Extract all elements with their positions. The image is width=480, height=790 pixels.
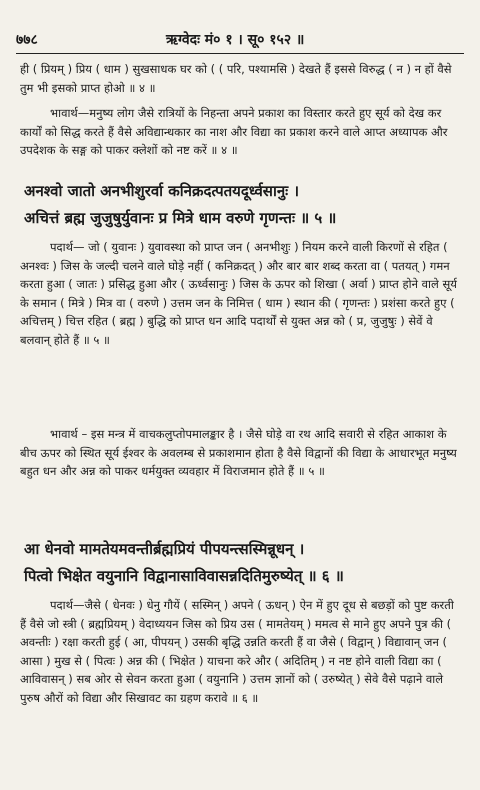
prev-padartha-tail: ही ( प्रियम् ) प्रिय ( धाम ) सुखसाधक घर को ( ( परि, पश्यामसि ) देखते हैं इससे विरुद्ध ( न ) न हों वैसे तुम भी इसको प्राप्त होओ ॥ ४ ॥ [20, 62, 452, 95]
mantra-6 [24, 536, 462, 590]
mantra-6-line-2: पित्वो भिक्षेत वयुनानि विद्वानासाविवासन्नदितिमुरुष्येत् ॥ ६ ॥ [24, 567, 344, 585]
bhavartha-5: भावार्थ – इस मन्त्र में वाचकलुप्तोपमालङ्कार है । जैसे घोड़े वा रथ आदि सवारी से रहित आकाश के बीच ऊपर को स्थित सूर्य ईश्वर के अवलम्ब से प्रकाशमान होता है वैसे विद्वानों की विद्या के आधारभूत मनुष्य बहुत धन और अन्न को पाकर धर्मयुक्त व्यवहार में विराजमान होते हैं ॥ ५ ॥ [20, 427, 457, 478]
page-header [16, 30, 464, 52]
padartha-5: पदार्थ— जो ( युवानः ) युवावस्था को प्राप्त जन ( अनभीशुः ) नियम करने वाली किरणों से रहित ( अनश्वः ) जिस के जल्दी चलने वाले घोड़े नहीं ( कनिक्रदत् ) और बार बार शब्द करता वा ( पतयत् ) गमन करता हुआ ( जातः ) प्रसिद्ध हुआ और ( ऊर्ध्वसानुः ) जिस के ऊपर को शिखा ( अर्वा ) प्राप्त होने वाले सूर्य के समान ( मित्रे ) मित्र वा ( वरुणे ) उत्तम जन के निमित्त ( धाम ) स्थान की ( गृणन्तः ) प्रशंसा करते हुए ( अचित्तम् ) चित्त रहित ( ब्रह्म ) बुद्धि को प्राप्त धन आदि पदार्थों से युक्त अन्न को ( प्र, जुजुषुः ) सेवें वे बलवान् होते हैं ॥ ५ ॥ [20, 240, 457, 347]
mantra-5-line-1: अनश्वो जातो अनभीशुरर्वा कनिक्रदत्पतयदूर्ध्वसानुः । [24, 182, 300, 200]
header-rule [16, 53, 464, 54]
bhavartha-4: भावार्थ—मनुष्य लोग जैसे रात्रियों के निहन्ता अपने प्रकाश का विस्तार करते हुए सूर्य को देख कर कार्यों को सिद्ध करते हैं वैसे अविद्यान्धकार का नाश और विद्या का प्रकाश करने वाले आप्त अध्यापक और उपदेशक के सङ्ग को पाकर क्लेशों को नष्ट करें ॥ ४ ॥ [20, 106, 448, 157]
padartha-6: पदार्थ—जैसे ( धेनवः ) धेनु गौयें ( सस्मिन् ) अपने ( ऊधन् ) ऐन में हुए दूध से बछड़ों को पुष्ट करती हैं वैसे जो स्त्री ( ब्रह्मप्रियम् ) वेदाध्ययन जिस को प्रिय उस ( मामतेयम् ) ममत्व से माने हुए अपने पुत्र की ( अवन्तीः ) रक्षा करती हुई ( आ, पीपयन् ) उसकी बृद्धि उन्नति करती हैं वा जैसे ( विद्वान् ) विद्यावान् जन ( आसा ) मुख से ( पित्वः ) अन्न की ( भिक्षेत ) याचना करे और ( अदितिम् ) न नष्ट होने वाली विद्या का ( आविवासन् ) सब ओर से सेवन करता हुआ ( वयुनानि ) उत्तम ज्ञानों को ( उरुष्येत् ) सेवे वैसे पढ़ाने वाले पुरुष औरों को विद्या और सिखावट का ग्रहण करावे ॥ ६ ॥ [20, 598, 454, 705]
mantra-6-line-1: आ धेनवो मामतेयमवन्तीर्ब्रह्मप्रियं पीपयन्त्सस्मिन्नूधन् । [24, 540, 305, 558]
mantra-5-line-2: अचित्तं ब्रह्म जुजुषुर्युवानः प्र मित्रे धाम वरुणे गृणन्तः ॥ ५ ॥ [24, 209, 337, 227]
running-head: ऋग्वेदः मं० १ । सू० १५२ ॥ [166, 32, 305, 48]
mantra-5 [24, 178, 462, 232]
page-number: ७७८ [16, 32, 38, 48]
